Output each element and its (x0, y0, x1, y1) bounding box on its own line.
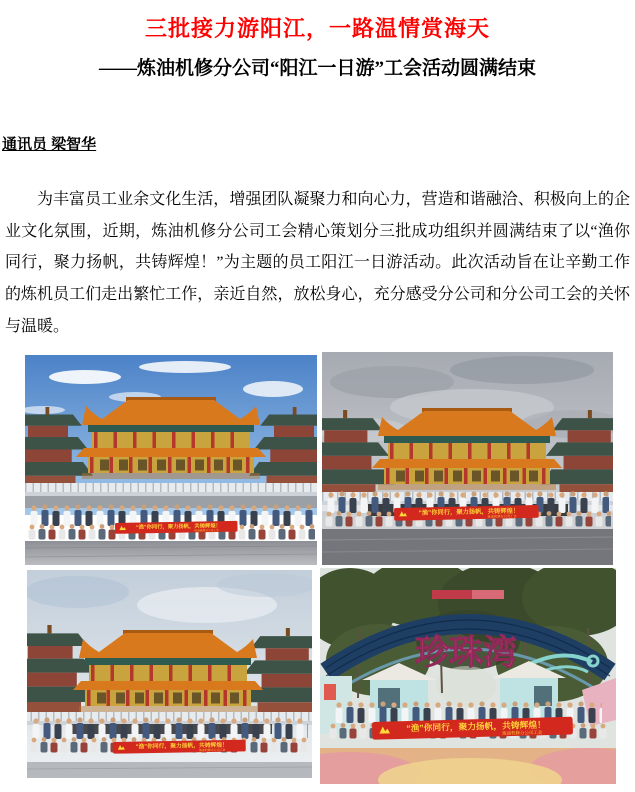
article-title: 三批接力游阳江，一路温情赏海天 (144, 16, 490, 41)
article-subtitle: ——炼油机修分公司“阳江一日游”工会活动圆满结束 (98, 58, 536, 79)
photo-temple-sunny-art (25, 355, 317, 565)
ground (320, 748, 616, 784)
photo-temple-overcast-art (322, 352, 613, 565)
photo-temple-group-hazy[interactable] (27, 570, 312, 778)
photo-temple-group-overcast[interactable] (322, 352, 613, 565)
photo-temple-hazy-art (27, 570, 312, 778)
photo-temple-group-sunny[interactable] (25, 355, 317, 565)
article-paragraph: 为丰富员工业余文化生活，增强团队凝聚力和向心力，营造和谐融洽、积极向上的企业文化氛围，近期，炼油机修分公司工会精心策划分三批成功组织并圆满结束了以“渔你同行，聚力扬帆，共铸辉煌！”为主题的员工阳江一日游活动。此次活动旨在让辛勤工作的炼机员工们走出繁忙工作，亲近自然，放松身心，充分感受分公司和分公司工会的关怀与温暖。 (5, 191, 630, 335)
photo-pearl-bay-gate-group[interactable] (320, 568, 616, 784)
gate-sign-text: 珍珠湾 (415, 634, 517, 672)
plaza-pavement (25, 541, 317, 565)
wet-pavement (322, 529, 613, 565)
banner (113, 740, 246, 754)
banner (115, 521, 238, 534)
photo-pearl-bay-art (320, 568, 616, 784)
plaza-pavement (27, 762, 312, 778)
byline: 通讯员 梁智华 (2, 136, 97, 153)
